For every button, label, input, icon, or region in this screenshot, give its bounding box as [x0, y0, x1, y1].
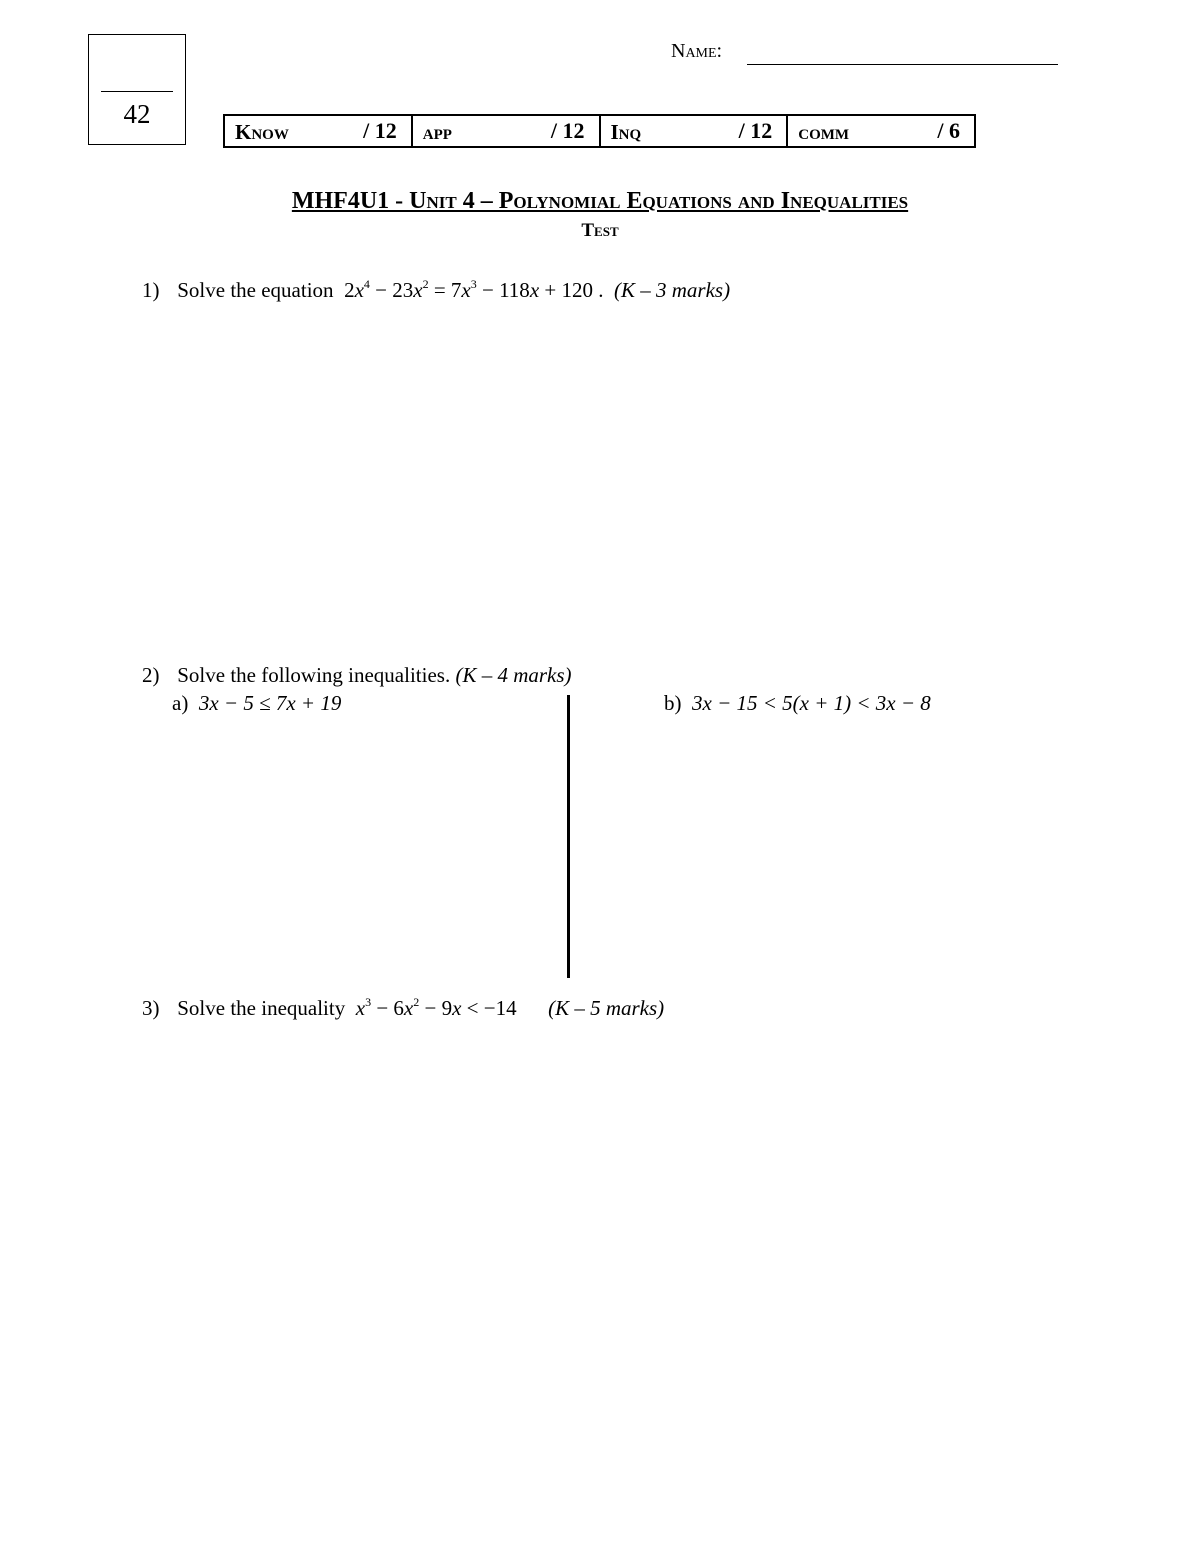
category-max: / 6	[937, 118, 960, 143]
question-number: 1)	[142, 278, 160, 302]
category-name: app	[422, 120, 452, 144]
score-box	[88, 34, 186, 145]
part-label: a)	[172, 691, 189, 715]
part-label: b)	[664, 691, 682, 715]
category-name: comm	[798, 120, 850, 144]
question-2	[142, 663, 572, 688]
category-max: / 12	[363, 118, 397, 143]
column-divider	[567, 695, 570, 978]
category-marks-table	[223, 114, 976, 148]
score-total: 42	[123, 99, 151, 129]
category-inq	[601, 116, 789, 146]
name-field-line[interactable]	[747, 64, 1058, 65]
category-max: / 12	[550, 118, 585, 143]
category-name: Inq	[610, 120, 642, 144]
category-name: Know	[235, 120, 289, 144]
category-app	[413, 116, 601, 146]
question-prompt: Solve the inequality	[177, 996, 346, 1020]
question-inequality: $x^3 - 6x^2 - 9x < -14$	[355, 995, 543, 1020]
question-marks: (K – 5 marks)	[548, 996, 665, 1020]
score-blank-line	[101, 91, 173, 92]
part-expression: 3x − 5 ≤ 7x + 19	[198, 691, 342, 715]
question-number: 3)	[142, 996, 160, 1020]
question-2a	[172, 691, 341, 716]
name-label: Name:	[671, 40, 723, 62]
category-know	[225, 116, 413, 146]
part-expression: 3x − 15 < 5(x + 1) < 3x − 8	[692, 691, 931, 715]
category-comm	[788, 116, 974, 146]
question-marks: (K – 3 marks)	[613, 278, 731, 302]
question-prompt: Solve the following inequalities.	[177, 663, 451, 687]
page-subtitle: Test	[581, 220, 619, 241]
question-prompt: Solve the equation	[177, 278, 334, 302]
question-number: 2)	[142, 663, 160, 687]
page-title: MHF4U1 - Unit 4 – Polynomial Equations and Inequalities	[291, 188, 909, 214]
question-2b	[664, 691, 931, 716]
question-1	[142, 278, 730, 303]
question-3	[142, 996, 664, 1021]
question-equation: $2x^4 - 23x^2 = 7x^3 - 118x + 120$ .	[338, 277, 609, 302]
category-max: / 12	[738, 118, 773, 143]
question-marks: (K – 4 marks)	[455, 663, 572, 687]
